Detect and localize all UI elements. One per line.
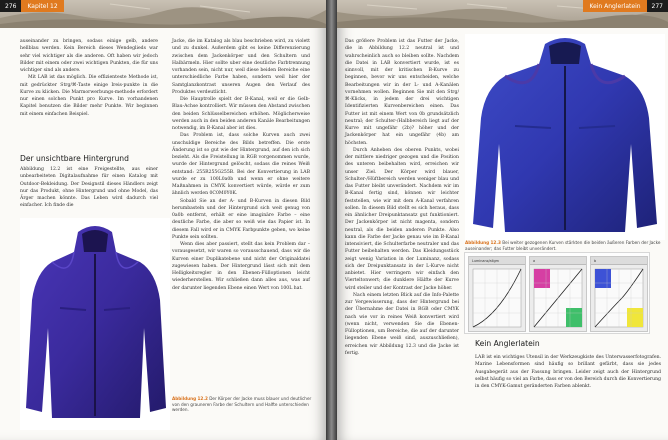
channel-label: a bbox=[530, 257, 586, 265]
book-gutter bbox=[326, 0, 337, 440]
jacket-illustration bbox=[465, 34, 665, 240]
left-header-banner bbox=[0, 0, 326, 28]
right-column-2-bottom bbox=[475, 354, 661, 426]
paragraph: Sobald Sie an der A- und B-Kurven in diesen Bild herumbasteln und der Hintergrund sich weit genug von 0a0b entfernt, erhält er eine imaginäre Farbe – eine deutliche Farbe, die aber so weiß wie das Papier ist. In diesem Fall wird er in CMYK Farbpunkte geben, wo keine Punkte sein sollten. bbox=[172, 198, 310, 240]
caption-text: Bei weiter gezogenen Kurven stärkten die beiden äußeren Farben der Jacke auseinander; das Futter bleibt unverändert. bbox=[465, 240, 661, 251]
left-column-1-top bbox=[20, 38, 158, 152]
curves-panel-a bbox=[529, 256, 587, 332]
page-number: 276 bbox=[0, 0, 21, 12]
figure-caption-12-2 bbox=[172, 396, 312, 413]
curve-graph-b bbox=[591, 265, 647, 331]
paragraph: Durch Anheben des oberen Punkts, wobei der mittlere niedriger gezogen und die Position des unteren beibehalten wird, erreichen wir unser Ziel. Der Körper wird blauer, Schulter-/Hüftbereich werden weniger blau und das Futter bleibt unverändert. Nachdem wir im B-Kanal fertig sind, können wir leichter feststellen, wie wir mit dem A-Kanal verfahren sollen. In diesem Bild stellt es sich heraus, dass ein ähnlicher Dreipunktansatz gut funktioniert. Der Jackenkörper ist nicht magenta, sondern neutral, als die beiden anderen Punkte. Also kann die Farbe der Jacke genau wie im B-Kanal intensiviert, die Schulterfarbe neutraler und das Futter beibehalten werden. Das Kleidungsstück zeigt wenig Variation in der Luminanz, sodass sich der Dreipunktansatz in der L-Kurve nicht anbietet. Hier verringern wir einfach den Vierteltonwert; die dunklere Hälfte der Kurve wird steiler und der Kontrast der Jacke höher. bbox=[345, 147, 459, 291]
section-heading: Der unsichtbare Hintergrund bbox=[20, 154, 129, 163]
jacket-photo-after bbox=[465, 34, 665, 240]
paragraph: Das Problem ist, dass solche Kurven auch zwei unschuldige Bereiche des Bilds betreffen. Die erste Änderung ist so gut wie der Hintergrund, auf den ich sich bezieht. Als die Freistellung in RGB vorgenommen wurde, wurde der Hintergrund gelöscht, sodass die reines Weiß entstand: 255R255G255B. Bei der Konvertierung in LAB wurde er zu 100L0a0b und wenn er ohne weitere Maßnahmen in CMYK konvertiert würde, würde er zum ähnlich werden 0C0M0Y0K. bbox=[172, 133, 310, 197]
paragraph: Nach einem letzten Blick auf die Info-Palette zur Vergewisserung, dass der Hintergrund bei der Übernahme der Datei in RGB oder CMYK nach wie vor in reines Weiß konvertiert wird (wenn nicht, verwenden Sie die Ebenen-Fülloptionen, um Bereiche, die auf der darunter liegenden Ebene weiß sind, auszuschließen), erreichen wir Abbildung 12.3 und die Jacke ist fertig. bbox=[345, 292, 459, 356]
channel-label: Luminanz/allgm bbox=[469, 257, 525, 265]
paragraph: Wenn dies aber passiert, stellt das kein Problem dar – vorausgesetzt, wir waren so vorausschauend, dass wir die Kurven einer Duplikatebene und nicht der Originaldatei zugewiesen haben. Der Hintergrund lässt sich mit dem Helligkeitsregler in den Ebenen-Fülloptionen leicht wiederherstellen. Wir schließen dann alles aus, was auf der darunter liegenden Ebene einen Wert von 100L hat. bbox=[172, 242, 310, 291]
paragraph: LAB ist ein wichtiges Utensil in der Werkzeugkiste des Unterwasserfotografen. Marine Lebensformen sind häufig so brillant gefärbt, dass sie jedes Ausgabegerät aus der Fassung bringen. Leider zeigt auch der Hintergrund selbst häufig so viel an Farbe, dass er von den Bereich durch die Konvertierung in den CMYK-Gamut geränderten Farben ablenkt. bbox=[475, 355, 661, 389]
paragraph: Das größere Problem ist das Futter der Jacke, die in Abbildung 12.2 neutral ist und wahrscheinlich auch so bleiben sollte. Nachdem die Datei in LAB konvertiert wurde, ist es sinnvoll, mit der kritischen B-Kurve zu beginnen, bevor wir uns entscheiden, welche Bearbeitungen wir in der L- und A-Kanälen vornehmen wollen. Beginnen Sie mit den Strg/⌘-Klicks, in jedem der drei wichtigen Identifizierten Kurvenbereichen einen. Das Futter ist mit einem Wert von 0b grundsätzlich neutral; der Schulter-/Halbbereich liegt auf der Kurve mit ungefähr (2b)? höher und der Jackenkörper hat ein ungefähr (4b) am höchsten. bbox=[345, 39, 459, 146]
paragraph: Jacke, die im Katalog als blau beschrieben wird, zu violett und zu dunkel. Außerdem gibt es keine Differenzierung zwischen dem Jackenkörper und den Schultern und Halbärmeln. Hier sollte uber eine deutliche Farbtrennung vorhanden sein, nicht nur, weil diese beiden Bereiche eine unterschiedliche Farbe haben, sondern weil hier der Samtglanzkontrast unseren Augen den Verlauf des Produktes verdeutlicht. bbox=[172, 39, 310, 95]
paragraph: Mit LAB ist das möglich. Die effizienteste Methode ist, mit gedrückter Strg/⌘-Taste einige Ireis-punkte in die Kurve zu klicken. Die Marmorwerbungs-methode erfordert nur einen solchen Punkt pro Kurve. Im vorhandenen Kapitel benutzen die Bilder mehr Punkte. Wir beginnen mit einem einfachen Beispiel. bbox=[20, 75, 158, 117]
curves-dialog-group bbox=[464, 252, 650, 334]
chapter-label: Kapitel 12 bbox=[21, 0, 63, 12]
right-running-head bbox=[583, 0, 668, 12]
right-header-banner bbox=[337, 0, 668, 28]
curve-graph-a bbox=[530, 265, 586, 331]
paragraph: Die Hauptrolle spielt der B-Kanal, weil er die Gelb-Blau-Achse kontrolliert. Wir müssen den Abstand zwischen den beiden Schlüsselbereichen erhöhen. Möglicherweise werden auch in den beiden anderen Kanäle Bearbeitungen notwendig, im B-Kanal aber ist dies. bbox=[172, 97, 310, 131]
channel-label: b bbox=[591, 257, 647, 265]
section-heading: Kein Anglerlatein bbox=[475, 339, 540, 348]
curve-graph-l bbox=[469, 265, 525, 331]
left-running-head bbox=[0, 0, 64, 12]
left-column-2 bbox=[172, 38, 310, 386]
paragraph: Abbildung 12.2 ist eine Freigestellte, aus einer unbearbeiteten Digitalaufnahme für einen Katalog mit Outdoor-Bekleidung. Der Designstil dieses Händlers zeigt nur das Produkt, ohne Hintergrund und ohne Model, das Ärger machen könnte. Das Leben wird dadurch viel einfacher. Ich finde die bbox=[20, 167, 158, 209]
jacket-photo-before bbox=[20, 218, 170, 430]
jacket-illustration bbox=[20, 218, 170, 430]
paragraph: auseinander zu bringen, sodass einige gelb, andere hellblau werden. Kein Bereich dieses Wendeglieds war sehr viel wichtiger als die anderen. Oft haben wir jedoch Bilder mit einem oder zwei wichtigen Punkten, die für uns wichtiger sind als andere. bbox=[20, 39, 158, 73]
right-page bbox=[337, 0, 668, 440]
figure-caption-12-3 bbox=[465, 240, 663, 251]
caption-text: Der Körper der Jacke muss blauer und deutlicher von den grauneren Farbe der Schultern und Halfte unterschieden werden. bbox=[172, 396, 312, 413]
page-number: 277 bbox=[647, 0, 668, 12]
caption-label: Abbildung 12.2 bbox=[172, 396, 208, 401]
curves-panel-b bbox=[590, 256, 648, 332]
right-column-1 bbox=[345, 38, 459, 422]
left-page bbox=[0, 0, 326, 440]
chapter-label: Kein Anglerlatein bbox=[583, 0, 646, 12]
left-column-1-bottom bbox=[20, 166, 158, 218]
caption-label: Abbildung 12.3 bbox=[465, 240, 501, 245]
curves-panel-l bbox=[468, 256, 526, 332]
